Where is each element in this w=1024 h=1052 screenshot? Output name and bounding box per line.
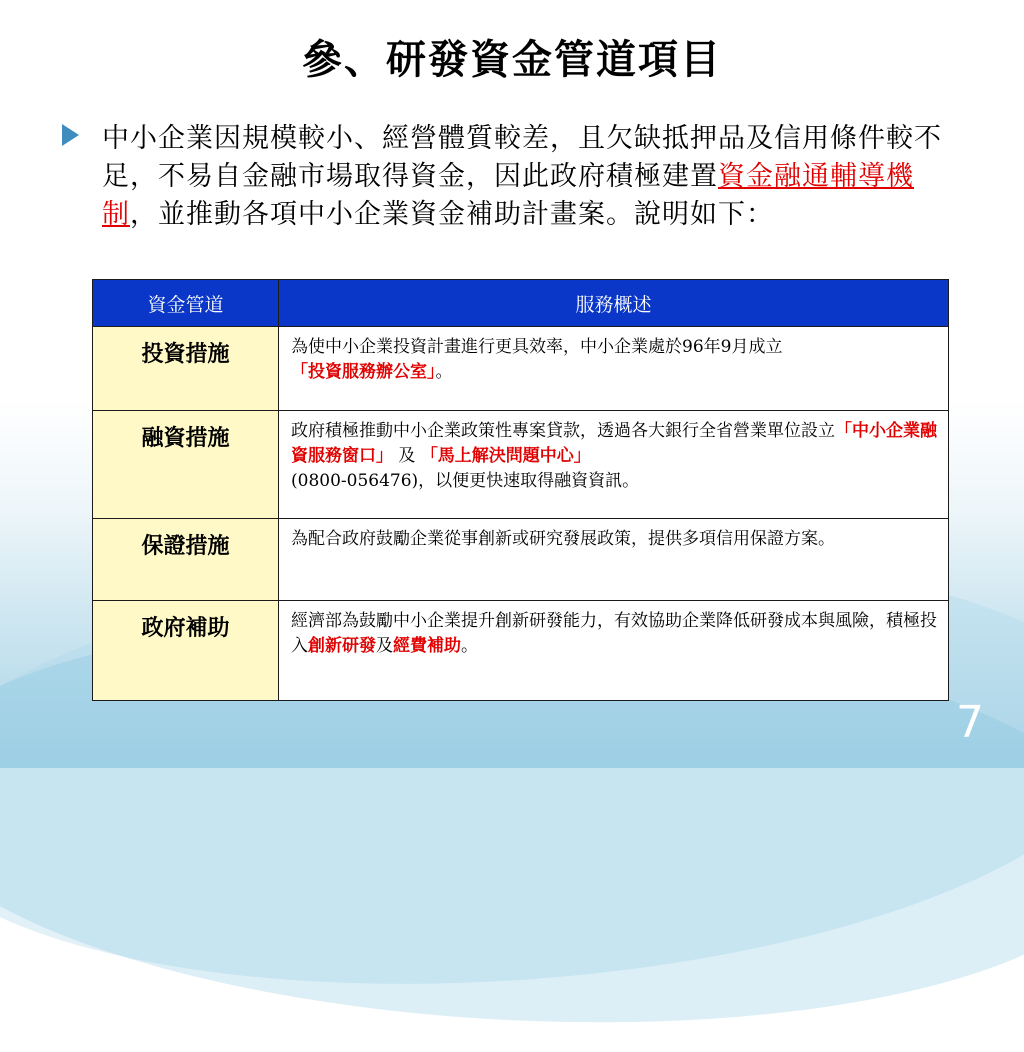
highlight-text: 「中小企業融資服務窗口」	[291, 421, 937, 466]
column-header-description: 服務概述	[279, 280, 949, 327]
highlight-text: 「投資服務辦公室」	[291, 362, 436, 382]
description-text: 政府積極推動中小企業政策性專案貸款，透過各大銀行全省營業單位設立	[291, 421, 835, 441]
description-text: 及	[398, 446, 416, 466]
funding-channels-table	[92, 279, 949, 701]
description-text: (0800-056476)，以便更快速取得融資資訊。	[291, 471, 640, 491]
description-text: 。	[461, 636, 478, 656]
channel-cell: 政府補助	[93, 601, 279, 701]
description-text: 。	[435, 362, 453, 382]
description-text: 為使中小企業投資計畫進行更具效率，中小企業處於96年9月成立	[291, 337, 783, 357]
description-text: 經濟部為鼓勵中小企業提升創新研發能力，有效協助企業降低研發成本與風險，積極投入	[291, 611, 937, 656]
intro-bullet	[62, 120, 952, 234]
channel-cell: 保證措施	[93, 519, 279, 601]
intro-text-after: ，並推動各項中小企業資金補助計畫案。說明如下：	[130, 199, 774, 230]
description-cell	[279, 601, 949, 701]
page-number: 7	[956, 697, 984, 748]
triangle-arrow-icon	[62, 124, 79, 146]
description-cell	[279, 327, 949, 411]
table-row	[93, 601, 949, 701]
description-cell	[279, 519, 949, 601]
highlight-text: 「馬上解決問題中心」	[420, 446, 591, 466]
table-header-row	[93, 280, 949, 327]
intro-text-before: 中小企業因規模較小、經營體質較差，且欠缺抵押品及信用條件較不足，不易自金融市場取得資金，因此政府積極建置	[102, 123, 942, 192]
slide-title: 參、研發資金管道項目	[302, 36, 722, 83]
highlight-text: 創新研發	[308, 636, 376, 656]
intro-text	[102, 120, 952, 234]
intro-highlight-link[interactable]: 資金融通輔導機制	[102, 161, 914, 230]
highlight-text: 經費補助	[393, 636, 461, 656]
channel-cell: 融資措施	[93, 411, 279, 519]
table-row	[93, 411, 949, 519]
table-row	[93, 327, 949, 411]
table-row	[93, 519, 949, 601]
column-header-channel: 資金管道	[93, 280, 279, 327]
description-cell	[279, 411, 949, 519]
description-text: 及	[376, 636, 393, 656]
description-text: 為配合政府鼓勵企業從事創新或研究發展政策，提供多項信用保證方案。	[291, 529, 835, 549]
channel-cell: 投資措施	[93, 327, 279, 411]
